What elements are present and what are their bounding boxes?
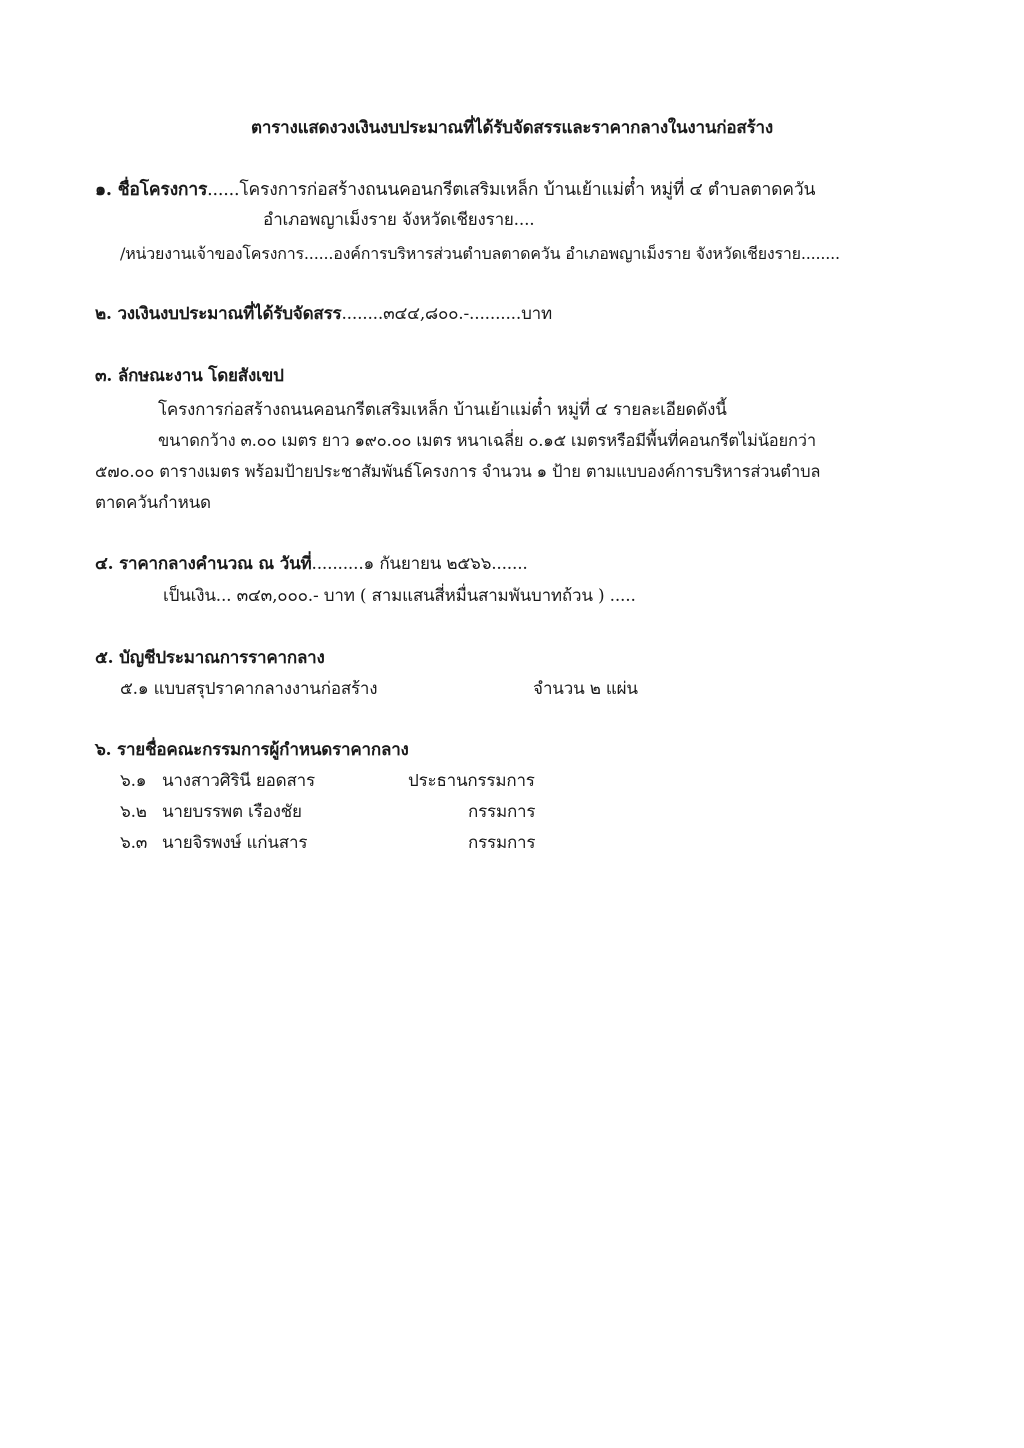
work-description-2: ขนาดกว้าง ๓.๐๐ เมตร ยาว ๑๙๐.๐๐ เมตร หนาเฉลี่ย ๐.๑๕ เมตรหรือมีพื้นที่คอนกรีตไม่น้อยกว่า — [158, 431, 816, 450]
project-location: อำเภอพญาเม็งราย จังหวัดเชียงราย.... — [263, 210, 535, 230]
median-price-line — [95, 552, 528, 576]
project-owner: /หน่วยงานเจ้าของโครงการ......องค์การบริหารส่วนตำบลตาดควัน อำเภอพญาเม็งราย จังหวัดเชียงราย........ — [120, 244, 840, 263]
committee-member-no: ๖.๓ — [120, 833, 148, 853]
committee-member-no: ๖.๒ — [120, 802, 147, 822]
section6-heading: ๖. รายชื่อคณะกรรมการผู้กำหนดราคากลาง — [95, 740, 409, 760]
budget-line — [95, 302, 552, 326]
project-name: ......โครงการก่อสร้างถนนคอนกรีตเสริมเหล็ก บ้านเย้าแม่ต๋ำ หมู่ที่ ๔ ตำบลตาดควัน — [207, 180, 816, 200]
section2-heading: ๒. วงเงินงบประมาณที่ได้รับจัดสรร — [95, 304, 342, 324]
work-description-1: โครงการก่อสร้างถนนคอนกรีตเสริมเหล็ก บ้านเย้าแม่ต๋ำ หมู่ที่ ๔ รายละเอียดดังนี้ — [158, 400, 727, 420]
estimate-item-qty: จำนวน ๒ แผ่น — [533, 679, 638, 699]
work-description-4: ตาดควันกำหนด — [95, 493, 211, 513]
project-name-line — [95, 178, 815, 202]
committee-member-role: กรรมการ — [468, 833, 536, 853]
median-price-date: ..........๑ กันยายน ๒๕๖๖....... — [311, 554, 528, 574]
work-description-3: ๕๗๐.๐๐ ตารางเมตร พร้อมป้ายประชาสัมพันธ์โครงการ จำนวน ๑ ป้าย ตามแบบองค์การบริหารส่วนตำบล — [95, 462, 821, 481]
committee-member-name: นายจิรพงษ์ แก่นสาร — [162, 833, 308, 853]
section1-heading: ๑. ชื่อโครงการ — [95, 180, 208, 200]
budget-value: ........๓๔๔,๘๐๐.-..........บาท — [341, 304, 553, 324]
section5-heading: ๕. บัญชีประมาณการราคากลาง — [95, 648, 325, 668]
estimate-item-label: ๕.๑ แบบสรุปราคากลางงานก่อสร้าง — [120, 679, 378, 699]
section3-heading: ๓. ลักษณะงาน โดยสังเขป — [95, 366, 284, 386]
committee-member-name: นายบรรพต เรืองชัย — [162, 802, 302, 822]
committee-member-role: กรรมการ — [468, 802, 536, 822]
section4-heading: ๔. ราคากลางคำนวณ ณ วันที่ — [95, 554, 312, 574]
document-title: ตารางแสดงวงเงินงบประมาณที่ได้รับจัดสรรและราคากลางในงานก่อสร้าง — [251, 118, 773, 138]
committee-member-role: ประธานกรรมการ — [408, 771, 535, 791]
committee-member-name: นางสาวศิรินี ยอดสาร — [162, 771, 315, 791]
median-price-amount: เป็นเงิน... ๓๔๓,๐๐๐.- บาท ( สามแสนสี่หมื่นสามพันบาทถ้วน ) ..... — [163, 586, 636, 606]
committee-member-no: ๖.๑ — [120, 771, 147, 791]
